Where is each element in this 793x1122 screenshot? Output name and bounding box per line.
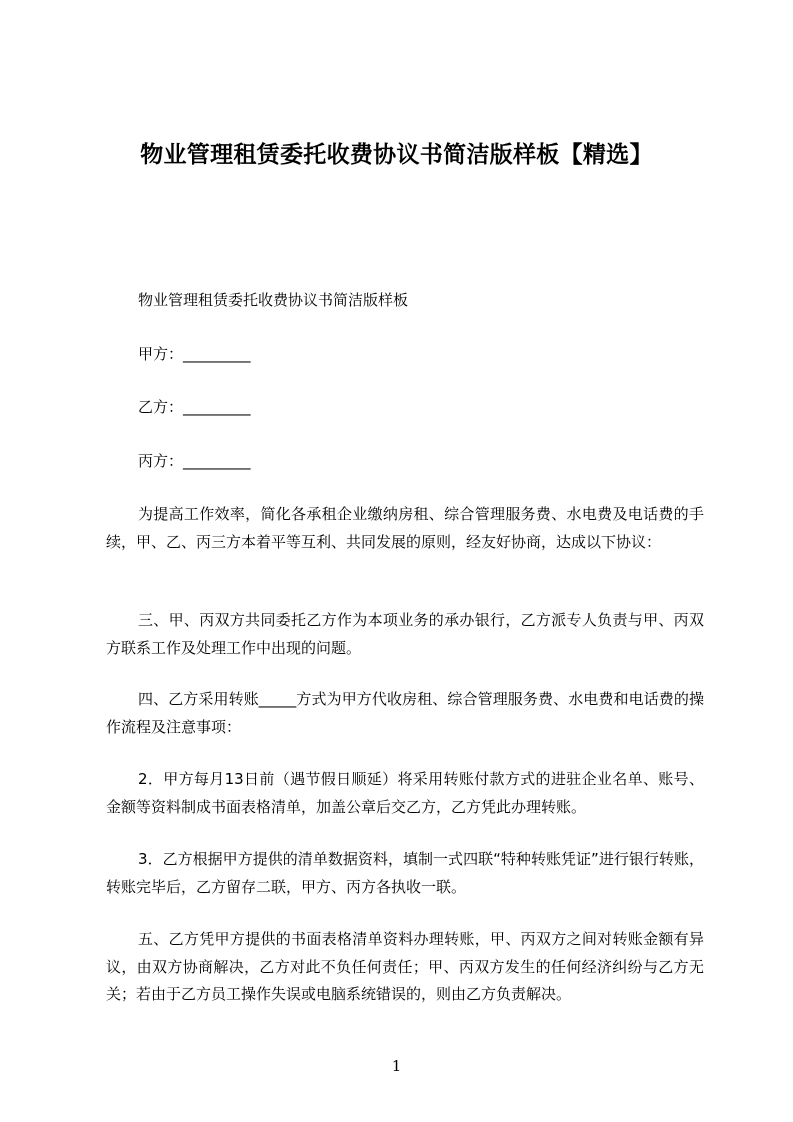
page-number: 1 bbox=[391, 1057, 402, 1075]
clause-four-item-3-paragraph: 3．乙方根据甲方提供的清单数据资料，填制一式四联“特种转账凭证”进行银行转账，转账完毕后，乙方留存二联，甲方、丙方各执收一联。 bbox=[106, 850, 704, 896]
clause-four-paragraph: 四、乙方采用转账_____方式为甲方代收房租、综合管理服务费、水电费和电话费的操作流程及注意事项： bbox=[106, 690, 704, 736]
clause-three-paragraph: 三、甲、丙双方共同委托乙方作为本项业务的承办银行，乙方派专人负责与甲、丙双方联系工作及处理工作中出现的问题。 bbox=[106, 611, 704, 657]
clause-five-paragraph: 五、乙方凭甲方提供的书面表格清单资料办理转账，甲、丙双方之间对转账金额有异议，由双方协商解决，乙方对此不负任何责任；甲、丙双方发生的任何经济纠纷与乙方无关；若由于乙方员工操作失误或电脑系统错误的，则由乙方负责解决。 bbox=[106, 930, 704, 1003]
party-b-line: 乙方：_________ bbox=[138, 398, 251, 416]
clause-four-item-2-paragraph: 2．甲方每月13日前（遇节假日顺延）将采用转账付款方式的进驻企业名单、账号、金额等资料制成书面表格清单，加盖公章后交乙方，乙方凭此办理转账。 bbox=[106, 770, 704, 816]
intro-paragraph: 为提高工作效率，简化各承租企业缴纳房租、综合管理服务费、水电费及电话费的手续，甲、乙、丙三方本着平等互利、共同发展的原则，经友好协商，达成以下协议： bbox=[106, 505, 704, 551]
party-a-line: 甲方：_________ bbox=[138, 345, 251, 363]
document-subtitle: 物业管理租赁委托收费协议书简洁版样板 bbox=[138, 291, 409, 309]
party-c-line: 丙方：_________ bbox=[138, 452, 251, 470]
document-title: 物业管理租赁委托收费协议书简洁版样板【精选】 bbox=[140, 142, 653, 168]
